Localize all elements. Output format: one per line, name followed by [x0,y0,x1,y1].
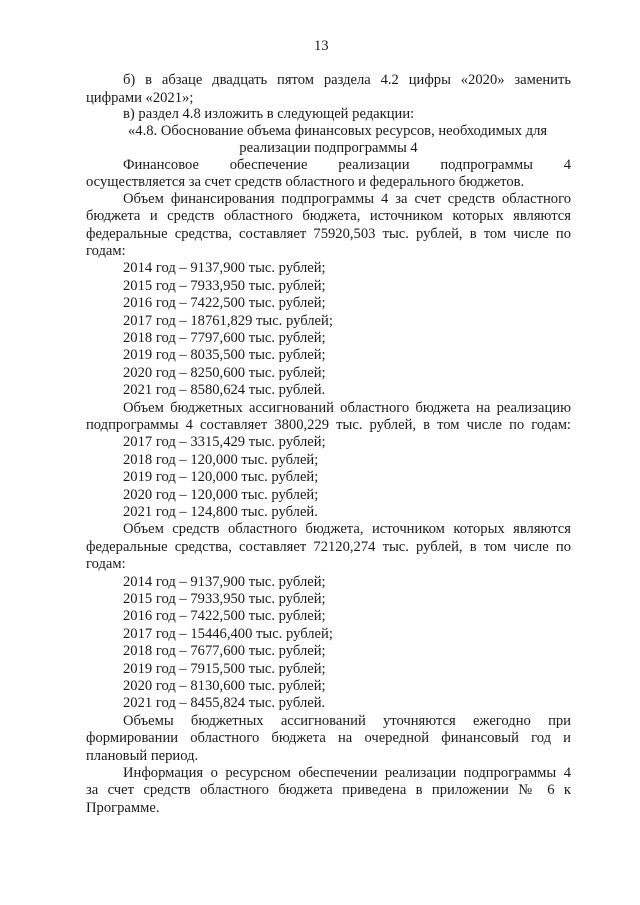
federal-year-2014: 2014 год – 9137,900 тыс. рублей; [123,574,326,590]
total-year-2021: 2021 год – 8580,624 тыс. рублей. [123,382,326,398]
total-year-2018: 2018 год – 7797,600 тыс. рублей; [123,330,326,346]
total-year-2020: 2020 год – 8250,600 тыс. рублей; [123,365,326,381]
paragraph-3-line-2: подпрограммы 4 составляет 3800,229 тыс. рублей, в том числе по годам: [86,417,571,433]
paragraph-6-line-3: Программе. [86,800,160,816]
regional-year-2017: 2017 год – 3315,429 тыс. рублей; [123,434,326,450]
federal-year-2015: 2015 год – 7933,950 тыс. рублей; [123,591,326,607]
total-year-2014: 2014 год – 9137,900 тыс. рублей; [123,260,326,276]
paragraph-4-line-1: Объем средств областного бюджета, источником которых являются [123,521,571,537]
section-heading-line-1: «4.8. Обоснование объема финансовых ресурсов, необходимых для [128,123,548,139]
federal-year-2021: 2021 год – 8455,824 тыс. рублей. [123,695,326,711]
total-year-2019: 2019 год – 8035,500 тыс. рублей; [123,347,326,363]
paragraph-2-line-2: бюджета и средств областного бюджета, источником которых являются [86,208,571,224]
paragraph-5-line-1: Объемы бюджетных ассигнований уточняются ежегодно при [123,713,571,729]
page-number: 13 [314,38,329,54]
federal-year-2018: 2018 год – 7677,600 тыс. рублей; [123,643,326,659]
paragraph-4-line-2: федеральные средства, составляет 72120,274 тыс. рублей, в том числе по [86,539,571,555]
federal-year-2017: 2017 год – 15446,400 тыс. рублей; [123,626,333,642]
paragraph-6-line-2: за счет средств областного бюджета приведена в приложении № 6 к [86,782,571,798]
federal-year-2016: 2016 год – 7422,500 тыс. рублей; [123,608,326,624]
paragraph-5-line-3: плановый период. [86,748,199,764]
regional-year-2021: 2021 год – 124,800 тыс. рублей. [123,504,318,520]
paragraph-1-line-1: Финансовое обеспечение реализации подпрограммы 4 [123,157,571,173]
item-b-line-1: б) в абзаце двадцать пятом раздела 4.2 цифры «2020» заменить [123,72,571,88]
paragraph-1-line-2: осуществляется за счет средств областного и федерального бюджетов. [86,174,525,190]
regional-year-2018: 2018 год – 120,000 тыс. рублей; [123,452,319,468]
paragraph-2-line-4: годам: [86,243,126,259]
section-heading-line-2: реализации подпрограммы 4 [239,140,418,156]
paragraph-3-line-1: Объем бюджетных ассигнований областного бюджета на реализацию [123,400,571,416]
regional-year-2019: 2019 год – 120,000 тыс. рублей; [123,469,319,485]
total-year-2016: 2016 год – 7422,500 тыс. рублей; [123,295,326,311]
regional-year-2020: 2020 год – 120,000 тыс. рублей; [123,487,319,503]
paragraph-5-line-2: формировании областного бюджета на очередной финансовый год и [86,730,571,746]
total-year-2017: 2017 год – 18761,829 тыс. рублей; [123,313,333,329]
paragraph-2-line-3: федеральные средства, составляет 75920,503 тыс. рублей, в том числе по [86,226,571,242]
federal-year-2020: 2020 год – 8130,600 тыс. рублей; [123,678,326,694]
total-year-2015: 2015 год – 7933,950 тыс. рублей; [123,278,326,294]
item-v-line: в) раздел 4.8 изложить в следующей редакции: [123,106,415,122]
paragraph-4-line-3: годам: [86,556,126,572]
paragraph-2-line-1: Объем финансирования подпрограммы 4 за счет средств областного [123,191,571,207]
item-b-line-2: цифрами «2021»; [86,90,194,106]
paragraph-6-line-1: Информация о ресурсном обеспечении реализации подпрограммы 4 [123,765,571,781]
federal-year-2019: 2019 год – 7915,500 тыс. рублей; [123,661,326,677]
